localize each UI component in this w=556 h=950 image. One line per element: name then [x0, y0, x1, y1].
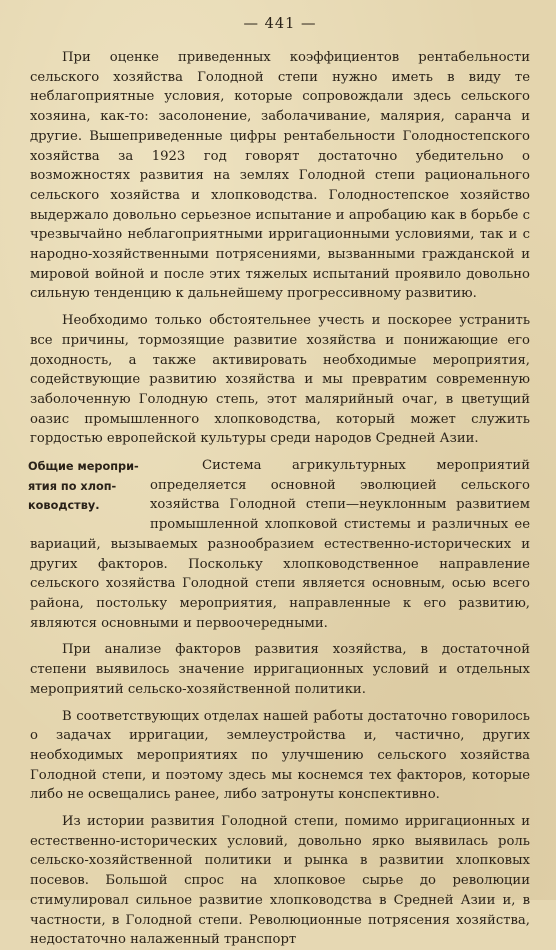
side-heading-line-1: Общие меропри-	[28, 460, 139, 474]
page-number: — 441 —	[243, 16, 317, 32]
side-heading-line-2: ятия по хлоп-	[28, 479, 117, 493]
paragraph-1: При оценке приведенных коэффициентов рентабельности сельского хозяйства Голодной степи нужно иметь в виду те неблагоприятные условия, которые сопровождали здесь сельского хозяина, как-то: засолонение, заболачивание, малярия, саранча и другие. Вышеприведенные цифры рентабельности Голодностепского хозяйства за 1923 год говорят достаточно убедительно о возможностях развития на землях Голодной степи рационального сельского хозяйства и хлопководства. Голодностепское хозяйство выдержало довольно серьезное испытание и апробацию как в борьбе с чрезвычайно неблагоприятными ирригационными условиями, так и с народно-хозяйственными потрясениями, вызванными гражданской и мировой войной и после этих тяжелых испытаний проявило довольно сильную тенденцию к дальнейшему прогрессивному развитию.	[30, 50, 530, 302]
section-general-measures	[30, 456, 530, 633]
section-paragraph: Система агрикультурных мероприятий определяется основной эволюцией сельского хозяйства Голодной степи—неуклонным развитием промышленной хлопковой стистемы и различных ее вариаций, вызываемых разнообразием естественно-исторических и других факторов. Поскольку хлопководственное направление сельского хозяйства Голодной степи является основным, осью всего района, постольку мероприятия, направленные к его развитию, являются основными и первоочередными.	[30, 458, 530, 631]
paragraph-3: При анализе факторов развития хозяйства, в достаточной степени выявилось значение ирригационных условий и отдельных мероприятий сельско-хозяйственной политики.	[30, 642, 530, 697]
paragraph-2: Необходимо только обстоятельнее учесть и поскорее устранить все причины, тормозящие развитие хозяйства и понижающие его доходность, а также активировать необходимые мероприятия, содействующие развитию хозяйства и мы превратим современную заболоченную Голодную степь, этот малярийный очаг, в цветущий оазис промышленного хлопководства, который может служить гордостью европейской культуры среди народов Средней Азии.	[30, 313, 530, 447]
side-heading	[28, 457, 144, 516]
side-heading-line-3: ководству.	[28, 499, 100, 513]
paragraph-4: В соответствующих отделах нашей работы достаточно говорилось о задачах ирригации, землеустройства и, частично, других необходимых мероприятиях по улучшению сельского хозяйства Голодной степи, и поэтому здесь мы коснемся тех факторов, которые либо не освещались ранее, либо затронуты конспективно.	[30, 708, 530, 803]
paragraph-5: Из истории развития Голодной степи, помимо ирригационных и естественно-исторических условий, довольно ярко выявилась роль сельско-хозяйственной политики и рынка в развитии хлопковых посевов. Большой спрос на хлопковое сырье до революции стимулировал сильное развитие хлопководства в Средней Азии и, в частности, в Голодной степи. Революционные потрясения хозяйства, недостаточно налаженный транспорт	[30, 814, 530, 948]
